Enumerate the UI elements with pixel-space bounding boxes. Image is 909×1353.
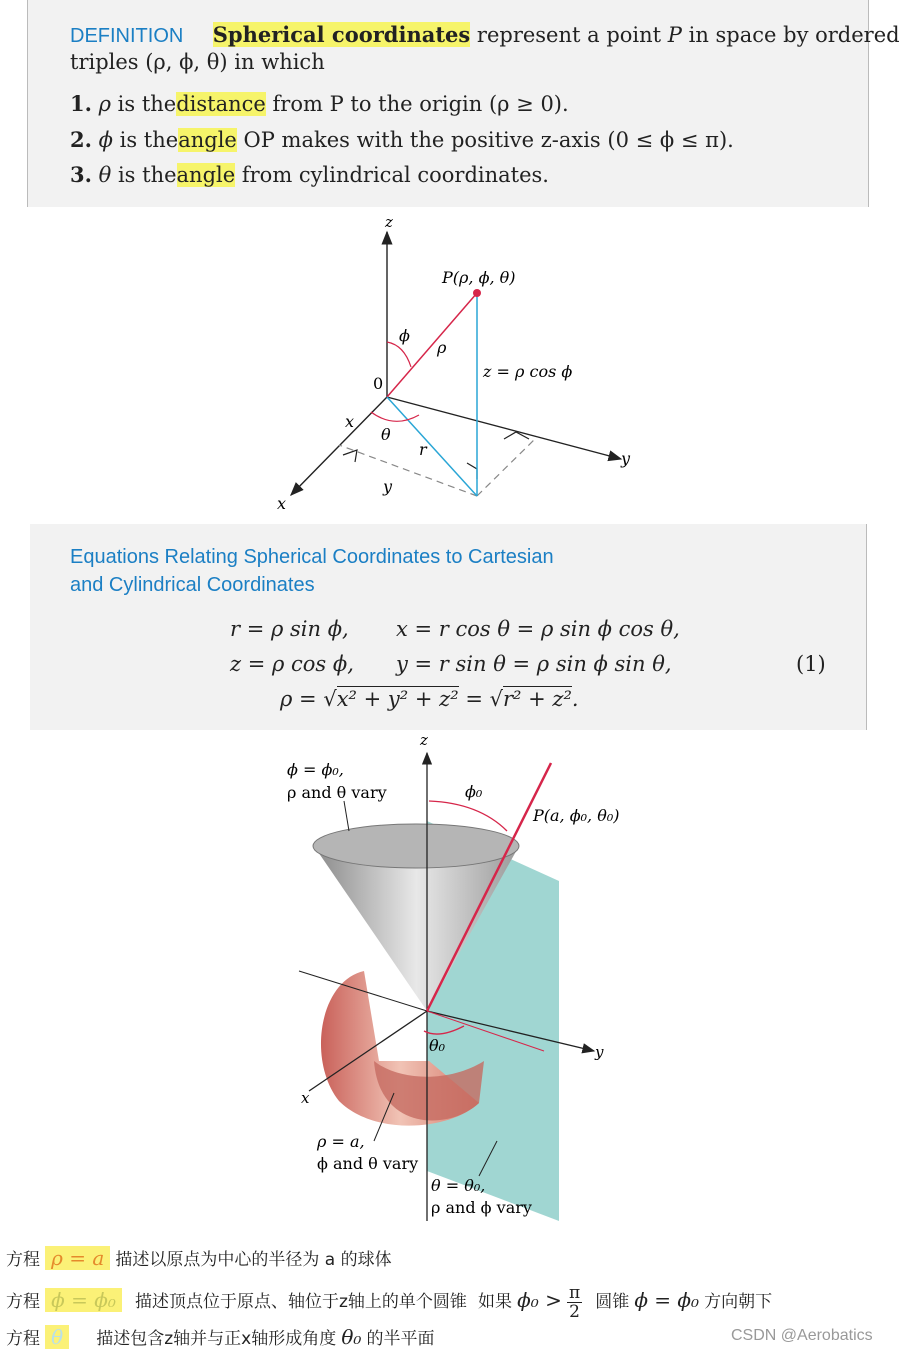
note-math: ϕ = ϕ₀ <box>45 1288 122 1312</box>
definition-item-2 <box>70 127 734 152</box>
x-axis-label: x <box>301 1089 310 1107</box>
item-symbol: ρ <box>98 92 111 116</box>
eq-number: (1) <box>796 652 826 676</box>
note-math-2: θ₀ <box>341 1325 362 1349</box>
plane-label-1: θ = θ₀, <box>431 1176 486 1195</box>
eq-rho-radicand-2: r² + z² <box>503 687 572 711</box>
definition-line1 <box>70 22 900 48</box>
point-label: P(a, ϕ₀, θ₀) <box>533 806 620 825</box>
eq-rho: ρ = √x² + y² + z² = √r² + z². <box>280 687 579 711</box>
eq-rho-radicand-1: x² + y² + z² <box>336 687 459 711</box>
x-label-small: x <box>345 412 355 431</box>
note-cond-tail-math: ϕ = ϕ₀ <box>634 1288 700 1312</box>
y-axis-label: y <box>595 1043 604 1061</box>
item-symbol: θ <box>98 163 112 187</box>
note-text: 描述以原点为中心的半径为 a 的球体 <box>115 1250 392 1270</box>
equations-title-1: Equations Relating Spherical Coordinates to Cartesian <box>70 546 554 568</box>
cone-label-2: ρ and θ vary <box>287 783 387 802</box>
item-pre: is the <box>117 163 177 187</box>
eq-r: r = ρ sin ϕ, <box>230 617 349 641</box>
phi0-label: ϕ₀ <box>465 782 483 801</box>
x-axis-label: x <box>277 494 287 513</box>
definition-intro-tail: in space by ordered <box>688 23 900 47</box>
sphere-label-1: ρ = a, <box>317 1132 365 1151</box>
item-post: from cylindrical coordinates. <box>241 163 549 187</box>
item-highlight: angle <box>178 128 237 152</box>
rho-label: ρ <box>437 338 447 357</box>
eq-y: y = r sin θ = ρ sin ϕ sin θ, <box>396 652 672 676</box>
note-3 <box>6 1324 434 1349</box>
note-math: θ <box>45 1325 69 1349</box>
phi-label: ϕ <box>399 326 410 345</box>
note-cond-pre: 如果 <box>477 1292 512 1312</box>
item-pre: is the <box>119 128 179 152</box>
note-cond-tail: 方向朝下 <box>704 1292 773 1312</box>
definition-label: DEFINITION <box>70 25 184 47</box>
note-cond-math: ϕ₀ > <box>517 1288 562 1312</box>
z-label: z <box>385 213 393 231</box>
note-cond-tail-pre: 圆锥 <box>595 1292 630 1312</box>
watermark: CSDN @Aerobatics <box>731 1327 873 1344</box>
theta0-label: θ₀ <box>429 1036 446 1055</box>
item-symbol: ϕ <box>98 128 113 152</box>
y-axis-label: y <box>621 449 631 468</box>
plane-label-2: ρ and ϕ vary <box>431 1198 532 1217</box>
item-highlight: distance <box>176 92 266 116</box>
equations-title-2: and Cylindrical Coordinates <box>70 574 315 596</box>
note-text: 描述顶点位于原点、轴位于z轴上的单个圆锥 <box>134 1292 467 1312</box>
item-number: 1. <box>70 91 92 116</box>
note-text: 描述包含z轴并与正x轴形成角度 <box>96 1329 337 1349</box>
note-prefix: 方程 <box>6 1292 40 1312</box>
cone-label-1: ϕ = ϕ₀, <box>287 760 344 779</box>
item-post: OP makes with the positive z-axis (0 ≤ ϕ ≤ π). <box>243 128 734 152</box>
y-label-small: y <box>383 477 393 496</box>
eq-rho-lhs: ρ = <box>280 687 317 711</box>
definition-line2: triples (ρ, ϕ, θ) in which <box>70 50 325 74</box>
height-label: z = ρ cos ϕ <box>483 362 573 381</box>
note-prefix: 方程 <box>6 1250 40 1270</box>
fraction-num: π <box>568 1283 581 1303</box>
point-label: P(ρ, ϕ, θ) <box>442 268 516 287</box>
coordinate-surfaces-figure <box>279 731 629 1221</box>
item-highlight: angle <box>176 163 236 187</box>
definition-intro: represent a point <box>476 23 662 47</box>
item-number: 2. <box>70 127 92 152</box>
item-number: 3. <box>70 162 92 187</box>
spherical-coordinates-figure <box>269 207 637 524</box>
fraction-den: 2 <box>569 1302 580 1322</box>
definition-point: P <box>667 23 682 47</box>
item-post: from P to the origin (ρ ≥ 0). <box>272 92 569 116</box>
theta-label: θ <box>381 425 391 444</box>
point-p <box>473 289 481 297</box>
definition-term: Spherical coordinates <box>212 22 471 47</box>
note-2 <box>6 1284 772 1321</box>
origin-label: 0 <box>373 374 384 393</box>
eq-rho-end: . <box>571 687 579 711</box>
note-text-2: 的半平面 <box>366 1329 435 1349</box>
definition-item-1 <box>70 91 569 116</box>
definition-item-3 <box>70 162 549 187</box>
z-label: z <box>420 731 428 749</box>
sphere-label-2: ϕ and θ vary <box>317 1154 419 1173</box>
note-1 <box>6 1245 392 1270</box>
r-label: r <box>419 440 427 459</box>
x-axis <box>291 397 387 495</box>
note-math: ρ = a <box>45 1246 110 1270</box>
r-line <box>387 397 477 496</box>
item-pre: is the <box>117 92 177 116</box>
rho-line <box>387 293 477 397</box>
eq-x: x = r cos θ = ρ sin ϕ cos θ, <box>396 617 680 641</box>
note-fraction <box>567 1284 582 1321</box>
eq-rho-mid: = <box>465 687 483 711</box>
eq-z: z = ρ cos ϕ, <box>230 652 354 676</box>
note-prefix: 方程 <box>6 1329 40 1349</box>
